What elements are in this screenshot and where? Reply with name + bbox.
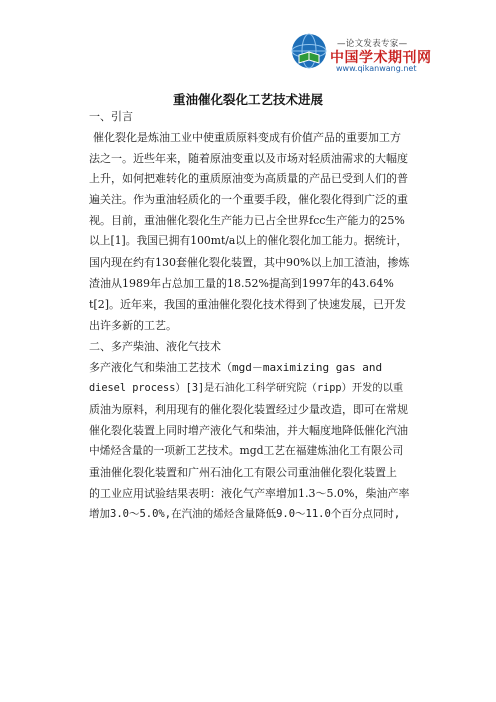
body-line: 出许多新的工艺。 — [89, 319, 177, 332]
body-line: 增加3.0～5.0%,在汽油的烯烃含量降低9.0～11.0个百分点同时, — [89, 508, 401, 520]
body-line: diesel process）[3]是石油化工科学研究院（ripp）开发的以重 — [89, 382, 404, 394]
globe-book-icon — [291, 33, 327, 69]
logo-url: www.qikanwang.net — [336, 64, 417, 73]
body-line: 以上[1]。我国已拥有100mt/a以上的催化裂化加工能力。据统计， — [89, 234, 408, 247]
body-line: 上升，如何把难转化的重质原油变为高质量的产品已受到人们的普 — [89, 172, 408, 185]
logo-brand: 中国学术期刊网 — [330, 50, 432, 66]
logo-slogan: —论文发表专家— — [337, 39, 408, 49]
body-line: 催化裂化装置上同时增产液化气和柴油，并大幅度地降低催化汽油 — [89, 424, 408, 437]
body-line: 渣油从1989年占总加工量的18.52%提高到1997年的43.64% — [89, 277, 394, 290]
body-line: 的工业应用试验结果表明：液化气产率增加1.3～5.0%，柴油产率 — [89, 487, 410, 500]
body-line: 催化裂化是炼油工业中使重质原料变成有价值产品的重要加工方 — [93, 131, 401, 144]
body-line: 国内现在约有130套催化裂化装置，其中90%以上加工渣油，掺炼 — [89, 256, 410, 269]
body-line: 重油催化裂化装置和广州石油化工有限公司重油催化裂化装置上 — [89, 466, 397, 479]
document-title: 重油催化裂化工艺技术进展 — [172, 92, 323, 107]
body-line: 多产液化气和柴油工艺技术（mgd－maximizing gas and — [89, 361, 383, 374]
journal-logo — [291, 33, 436, 75]
body-line: 视。目前，重油催化裂化生产能力已占全世界fcc生产能力的25% — [89, 214, 405, 227]
body-line: 法之一。近些年来，随着原油变重以及市场对轻质油需求的大幅度 — [89, 152, 408, 165]
body-line: 中烯烃含量的一项新工艺技术。mgd工艺在福建炼油化工有限公司 — [89, 444, 404, 457]
section-heading-mgd: 二、多产柴油、液化气技术 — [89, 340, 221, 353]
body-line: 遍关注。作为重油轻质化的一个重要手段，催化裂化得到广泛的重 — [89, 193, 408, 206]
section-heading-intro: 一、引言 — [89, 110, 133, 123]
body-line: 质油为原料，利用现有的催化裂化装置经过少量改造，即可在常规 — [89, 403, 408, 416]
body-line: t[2]。近年来，我国的重油催化裂化技术得到了快速发展，已开发 — [89, 298, 406, 311]
